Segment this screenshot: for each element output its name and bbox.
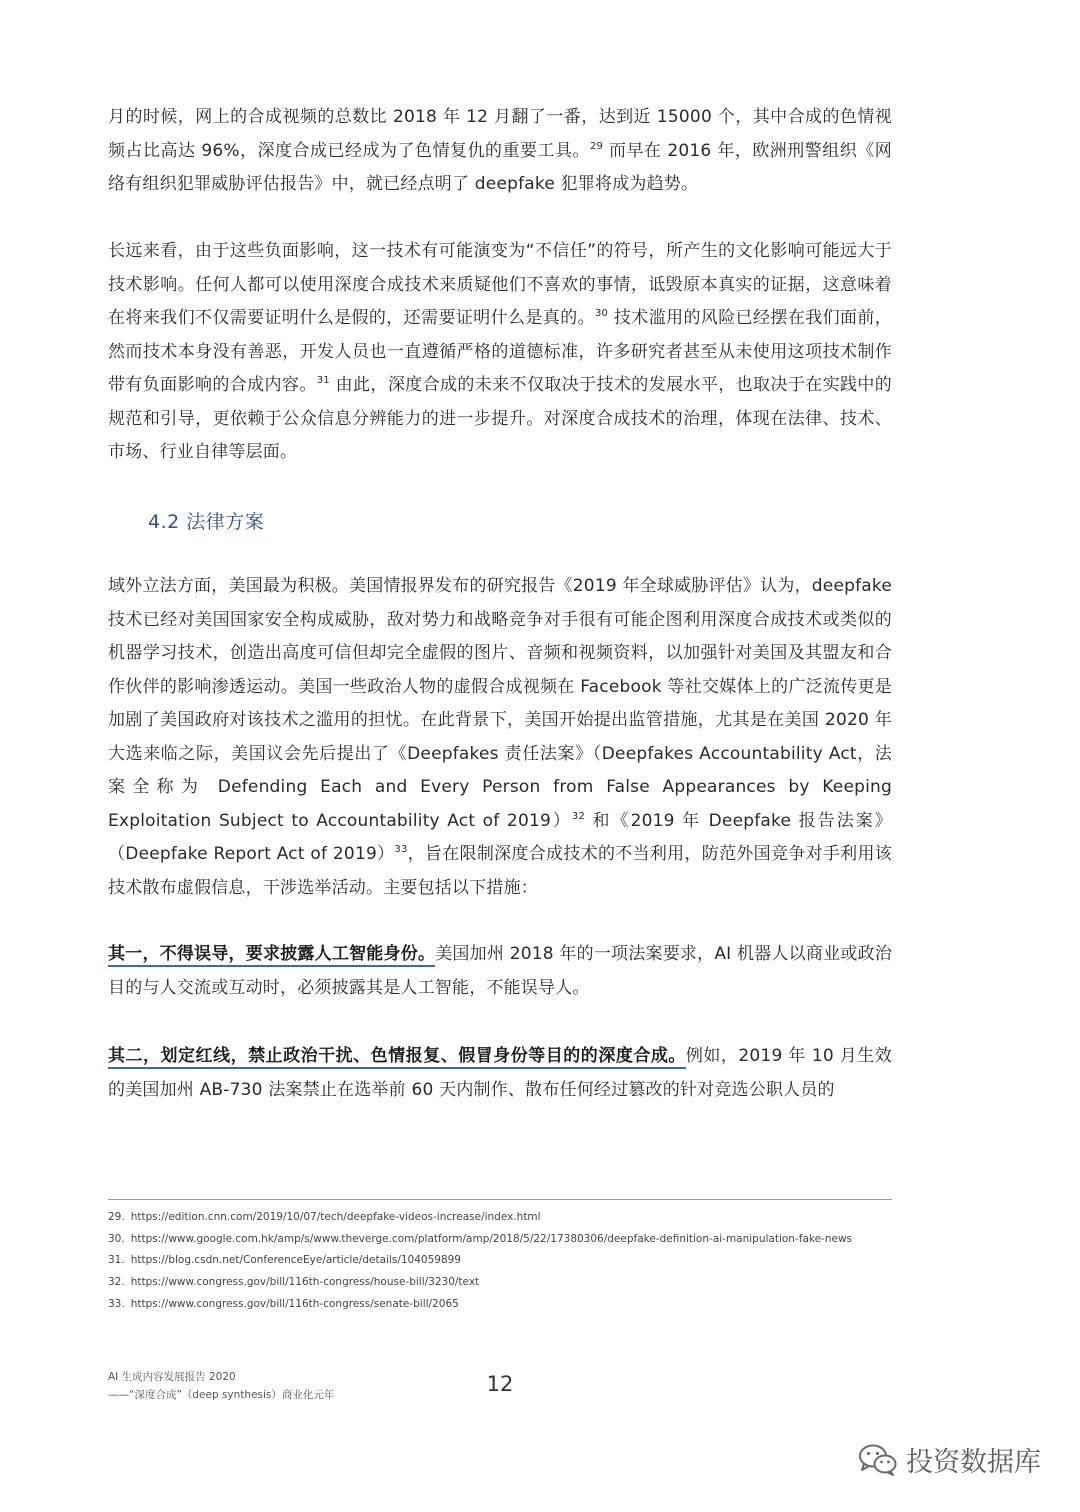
- footnote-ref-33[interactable]: 33: [394, 844, 408, 855]
- footnote-ref-29[interactable]: 29: [589, 140, 604, 152]
- footnote-ref-30[interactable]: 30: [594, 308, 609, 319]
- footnote-item: [108, 1207, 892, 1229]
- paragraph-3: [108, 570, 892, 905]
- page-number: 12: [486, 1372, 514, 1396]
- paragraph-text: 技术滥用的风险已经摆在我们面前，然而技术本身没有善恶，开发人员也一直遵循严格的道德标准，许多研究者甚至从未使用这项技术制作带有负面影响的合成内容。: [108, 308, 892, 395]
- paragraph-text: 美国加州 2018 年的一项法案要求，AI 机器人以商业或政治目的与人交流或互动时，必须披露其是人工智能，不能误导人。: [108, 944, 892, 998]
- report-footer: [108, 1368, 334, 1404]
- footnote-number: 29.: [108, 1211, 125, 1223]
- footnote-link[interactable]: https://www.congress.gov/bill/116th-congress/senate-bill/2065: [130, 1297, 459, 1310]
- footnote-number: 31.: [108, 1254, 125, 1267]
- paragraph-2: [108, 235, 892, 470]
- footnote-ref-32[interactable]: 32: [571, 810, 586, 822]
- paragraph-text: ，旨在限制深度合成技术的不当利用，防范外国竞争对手利用该技术散布虚假信息，干涉选举活动。主要包括以下措施：: [108, 844, 892, 898]
- section-heading: 4.2 法律方案: [148, 511, 265, 533]
- footnote-ref-31[interactable]: 31: [316, 375, 330, 386]
- paragraph-1: [108, 101, 892, 202]
- measure-lead-1: 其一，不得误导，要求披露人工智能身份。: [108, 944, 435, 967]
- footnote-item: [108, 1294, 892, 1316]
- paragraph-text: 而早在 2016 年，欧洲刑警组织《网络有组织犯罪威胁评估报告》中，就已经点明了 deepfake 犯罪将成为趋势。: [108, 140, 892, 194]
- paragraph-text: 和《2019 年 Deepfake 报告法案》（Deepfake Report Act of 2019）: [108, 810, 893, 864]
- footnote-item: [108, 1272, 892, 1294]
- footnote-link[interactable]: https://www.congress.gov/bill/116th-congress/house-bill/3230/text: [130, 1276, 480, 1289]
- footnote-item: [108, 1229, 892, 1251]
- paragraph-text: 由此，深度合成的未来不仅取决于技术的发展水平，也取决于在实践中的规范和引导，更依赖于公众信息分辨能力的进一步提升。对深度合成技术的治理，体现在法律、技术、市场、行业自律等层面。: [108, 375, 892, 462]
- footnote-item: [108, 1250, 892, 1272]
- footnote-divider: [108, 1199, 892, 1200]
- paragraph-text: 例如，2019 年 10 月生效的美国加州 AB-730 法案禁止在选举前 60 天内制作、散布任何经过篡改的针对竞选公职人员的: [108, 1046, 892, 1100]
- report-subtitle: ——“深度合成”（deep synthesis）商业化元年: [108, 1389, 335, 1401]
- paragraph-text: 域外立法方面，美国最为积极。美国情报界发布的研究报告《2019 年全球威胁评估》认为，deepfake 技术已经对美国国家安全构成威胁，敌对势力和战略竞争对手很有可能企图利用深度合成技术或类似的机器学习技术，创造出高度可信但却完全虚假的图片、音频和视频资料，以加强针对美国及其盟友和合作伙伴的影响渗透运动。美国一些政治人物的虚假合成视频在 Facebook 等社交媒体上的广泛流传更是加剧了美国政府对该技术之滥用的担忧。在此背景下，美国开始提出监管措施，尤其是在美国 2020 年大选来临之际，美国议会先后提出了《Deepfakes 责任法案》（Deepfakes Accountability Act，法案全称为 Defending Each and Every Person from False Appearances by Keeping Exploitation Subject to Accountability Act of 2019）: [108, 576, 892, 831]
- paragraph-4: [108, 938, 892, 1005]
- report-title: AI 生成内容发展报告 2020: [108, 1371, 236, 1383]
- footnote-link[interactable]: https://www.google.com.hk/amp/s/www.theverge.com/platform/amp/2018/5/22/17380306/deepfake-definition-ai-manipulation-fake-news: [130, 1232, 853, 1245]
- footnote-list: [108, 1207, 892, 1316]
- footnote-number: 30.: [108, 1232, 125, 1245]
- watermark-text: 投资数据库: [906, 1447, 1041, 1478]
- footnote-link[interactable]: https://edition.cnn.com/2019/10/07/tech/deepfake-videos-increase/index.html: [130, 1211, 541, 1223]
- paragraph-text: 长远来看，由于这些负面影响，这一技术有可能演变为“不信任”的符号，所产生的文化影响可能远大于技术影响。任何人都可以使用深度合成技术来质疑他们不喜欢的事情，诋毁原本真实的证据，这意味着在将来我们不仅需要证明什么是假的，还需要证明什么是真的。: [108, 241, 892, 328]
- footnote-number: 33.: [108, 1297, 125, 1310]
- wechat-icon: [858, 1443, 898, 1477]
- paragraph-5: [108, 1040, 892, 1107]
- watermark: [858, 1440, 1041, 1479]
- footnote-number: 32.: [108, 1276, 125, 1289]
- measure-lead-2: 其二，划定红线，禁止政治干扰、色情报复、假冒身份等目的的深度合成。: [108, 1046, 686, 1069]
- paragraph-text: 月的时候，网上的合成视频的总数比 2018 年 12 月翻了一番，达到近 15000 个，其中合成的色情视频占比高达 96%，深度合成已经成为了色情复仇的重要工具。: [108, 107, 892, 161]
- footnote-link[interactable]: https://blog.csdn.net/ConferenceEye/article/details/104059899: [130, 1254, 461, 1267]
